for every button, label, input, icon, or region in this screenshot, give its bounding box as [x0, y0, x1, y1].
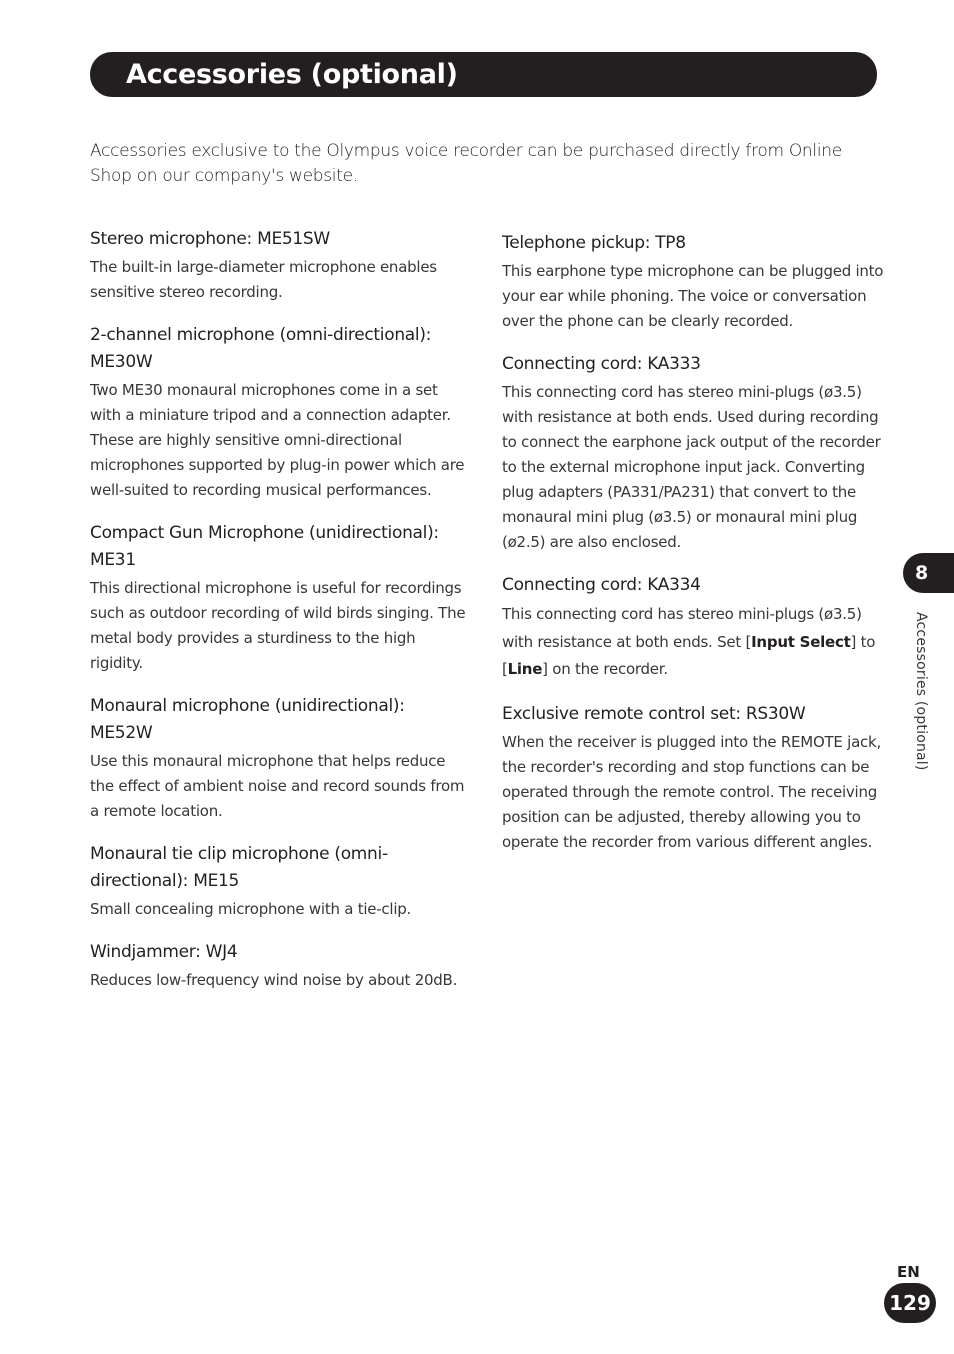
accessory-description — [502, 601, 887, 684]
accessory-item — [502, 572, 887, 684]
chapter-number: 8 — [915, 562, 929, 584]
accessory-item — [90, 841, 472, 922]
accessory-item — [502, 701, 887, 855]
accessory-description: The built-in large-diameter microphone enables sensitive stereo recording. — [90, 258, 437, 301]
section-side-label: Accessories (optional) — [913, 612, 929, 771]
description-text: ] to [ — [502, 632, 876, 678]
accessory-heading: Stereo microphone: ME51SW — [90, 229, 330, 249]
left-column — [90, 226, 472, 1010]
accessory-heading: Telephone pickup: TP8 — [502, 233, 686, 253]
description-text: ] on the recorder. — [542, 660, 668, 678]
page-title-bar — [90, 52, 877, 97]
page-title: Accessories (optional) — [126, 59, 458, 90]
accessory-heading: Compact Gun Microphone (unidirectional): ME31 — [90, 523, 439, 570]
accessory-item — [502, 351, 887, 555]
menu-term-input-select: Input Select — [751, 632, 851, 651]
accessory-description: This connecting cord has stereo mini-plugs (ø3.5) with resistance at both ends. Used during recording to connect the earphone jack output of the recorder to the external microphone input jack. Converting plug adapters (PA331/PA231) that convert to the monaural mini plug (ø3.5) or monaural mini plug (ø2.5) are also enclosed. — [502, 383, 881, 551]
accessory-description: Use this monaural microphone that helps reduce the effect of ambient noise and record sounds from a remote location. — [90, 752, 465, 820]
accessory-heading: Monaural microphone (unidirectional): ME52W — [90, 696, 405, 743]
accessory-heading: Exclusive remote control set: RS30W — [502, 703, 806, 724]
page-number: 129 — [884, 1283, 936, 1323]
accessory-item — [90, 939, 472, 993]
accessory-item — [502, 230, 887, 334]
accessory-heading: Windjammer: WJ4 — [90, 942, 238, 962]
accessory-heading: Connecting cord: KA333 — [502, 354, 701, 374]
accessory-item — [90, 226, 472, 305]
accessory-heading: Connecting cord: KA334 — [502, 575, 701, 595]
intro-paragraph: Accessories exclusive to the Olympus voice recorder can be purchased directly from Online Shop on our company's website. — [90, 141, 842, 186]
accessory-heading: 2-channel microphone (omni-directional): ME30W — [90, 325, 432, 372]
description-text: This connecting cord has stereo mini-plugs (ø3.5) with resistance at both ends. Set [ — [502, 605, 862, 651]
accessory-heading: Monaural tie clip microphone (omni-directional): ME15 — [90, 844, 388, 891]
accessory-item — [90, 322, 472, 503]
accessory-description: Reduces low-frequency wind noise by about 20dB. — [90, 971, 458, 989]
language-code: EN — [897, 1263, 920, 1281]
accessory-item — [90, 520, 472, 676]
accessory-description: When the receiver is plugged into the REMOTE jack, the recorder's recording and stop functions can be operated through the remote control. The receiving position can be adjusted, thereby allowing you to operate the recorder from various different angles. — [502, 732, 881, 851]
accessory-description: Two ME30 monaural microphones come in a set with a miniature tripod and a connection adapter. These are highly sensitive omni-directional microphones supported by plug-in power which are well-suited to recording musical performances. — [90, 381, 465, 499]
chapter-tab — [903, 553, 954, 593]
accessory-description: This directional microphone is useful for recordings such as outdoor recording of wild birds singing. The metal body provides a sturdiness to the high rigidity. — [90, 579, 466, 672]
right-column — [502, 230, 887, 872]
accessory-description: Small concealing microphone with a tie-clip. — [90, 900, 412, 918]
accessory-item — [90, 693, 472, 824]
accessory-description: This earphone type microphone can be plugged into your ear while phoning. The voice or conversation over the phone can be clearly recorded. — [502, 262, 884, 330]
menu-term-line: Line — [507, 660, 543, 678]
